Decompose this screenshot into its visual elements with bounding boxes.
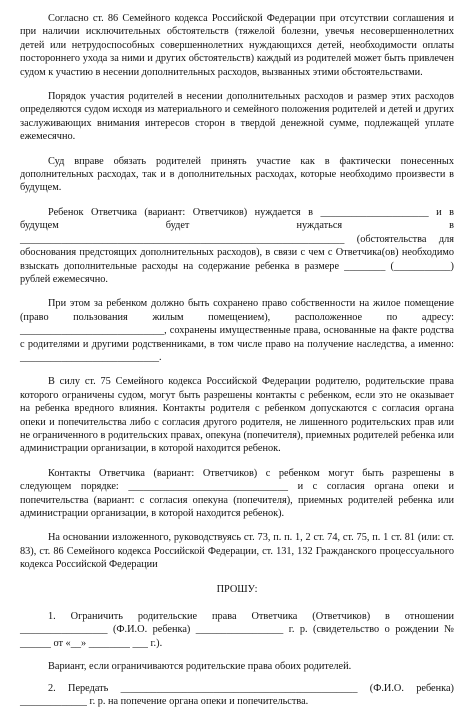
request-heading: ПРОШУ: — [216, 583, 258, 595]
paragraph-expense-procedure: Порядок участия родителей в несении дополнительных расходов и размер этих расходов определяются судом исходя из материального и семейного положения родителей и детей и других заслуживающих внимания интересов сторон в твердой денежной сумме, подлежащей уплате ежемесячно. — [20, 91, 454, 143]
paragraph-property-rights: При этом за ребенком должно быть сохранено право собственности на жилое помещение (право пользования жилым помещением), расположенное по адресу: ____________________________, сохранены имущественные права, основанные на факте родства с родителями и другими родственниками, в том числе право на получение наследства, а именно: ___________________________. — [20, 298, 454, 363]
paragraph-child-needs: Ребенок Ответчика (вариант: Ответчиков) нуждается в _____________________ и в будущем будет нуждаться в _______________________________________________________________ (обстоятельства для обоснования предстоящих дополнительных расходов), в связи с чем с Ответчика(ов) необходимо взыскать дополнительные расходы на содержание ребенка в размере ________ (___________) рублей ежемесячно. — [20, 206, 454, 285]
paragraph-legal-basis: На основании изложенного, руководствуясь ст. 73, п. п. 1, 2 ст. 74, ст. 75, п. 1 ст. 81 (или: ст. 83), ст. 86 Семейного кодекса Российской Федерации, ст. 131, 132 Гражданского процессуального кодекса Российской Федерации — [20, 532, 454, 571]
paragraph-article-86: Согласно ст. 86 Семейного кодекса Российской Федерации при отсутствии соглашения и при наличии исключительных обстоятельств (тяжелой болезни, увечья несовершеннолетних детей или нетрудоспособных совершеннолетних нуждающихся детей, необходимости оплаты постороннего ухода за ними и других обстоятельств) каждый из родителей может быть привлечен судом к участию в несении дополнительных расходов, вызванных этими обстоятельствами. — [20, 13, 454, 78]
request-item-1: 1. Ограничить родительские права Ответчика (Ответчиков) в отношении _________________ (Ф.И.О. ребенка) _________________ г. р. (свидетельство о рождении № ______ от «__» ________ ___ г.). — [20, 611, 454, 649]
paragraph-court-obligation: Суд вправе обязать родителей принять участие как в фактически понесенных дополнительных расходах, так и в дополнительных расходах, которые необходимо произвести в будущем. — [20, 155, 454, 194]
paragraph-contacts-order: Контакты Ответчика (вариант: Ответчиков) с ребенком могут быть разрешены в следующем порядке: _______________________________ и с согласия органа опеки и попечительства (вариант: с согласия опекуна (попечителя), приемных родителей ребенка или администрации организации, в которой находится ребенок). — [20, 467, 454, 519]
request-item-2: 2. Передать ______________________________________________ (Ф.И.О. ребенка) _____________ г. р. на попечение органа опеки и попечительства. — [20, 682, 454, 708]
paragraph-article-75: В силу ст. 75 Семейного кодекса Российской Федерации родителю, родительские права которого ограничены судом, могут быть разрешены контакты с ребенком, если это не оказывает на ребенка вредного влияния. Контакты родителя с ребенком допускаются с согласия органа опеки и попечительства либо с согласия другого родителя, не лишенного родительских прав или не ограниченного в родительских правах, опекуна (попечителя), приемных родителей ребенка или администрации организации, в которой находится ребенок. — [20, 376, 454, 455]
request-variant-note: Вариант, если ограничиваются родительские права обоих родителей. — [48, 661, 352, 673]
